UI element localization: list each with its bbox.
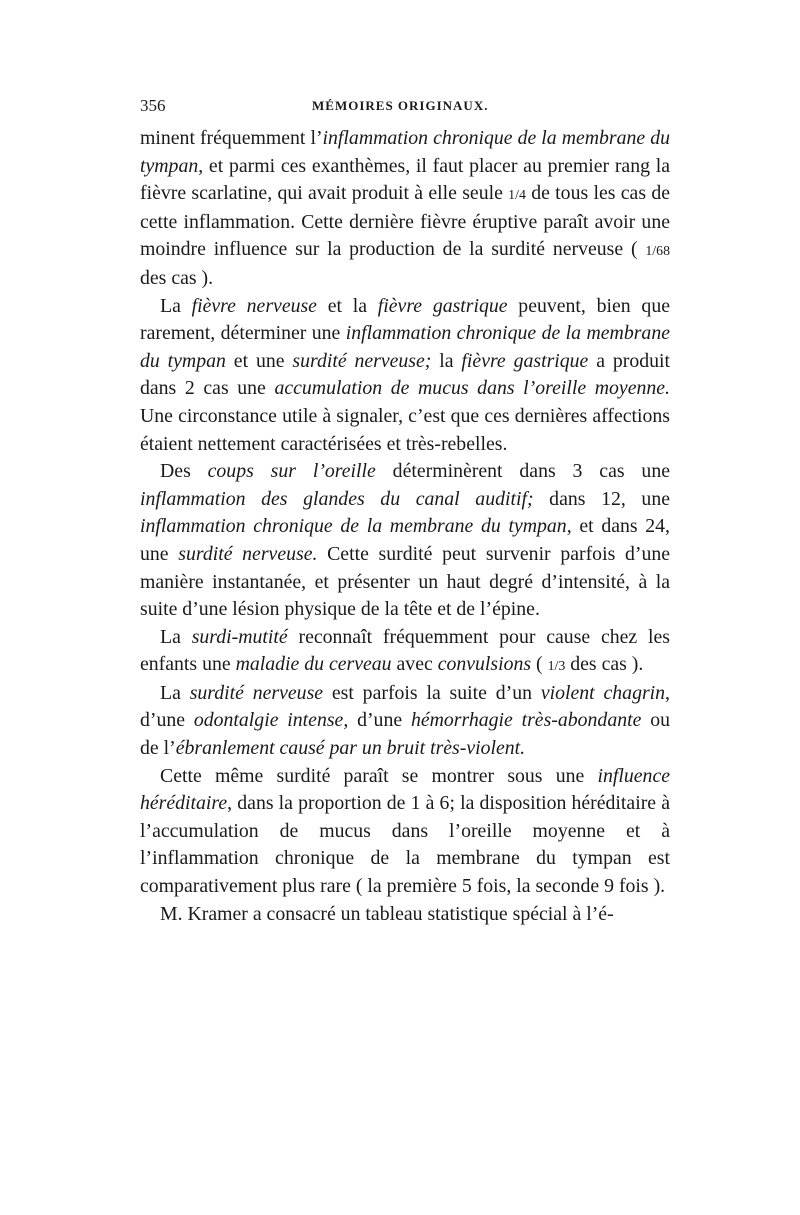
text-run: La: [160, 625, 192, 648]
text-run: La: [160, 681, 190, 704]
italic-run: surdité nerveuse;: [292, 349, 432, 372]
italic-run: fièvre gastrique: [461, 349, 589, 372]
italic-run: hémorrhagie très-abondante: [410, 709, 642, 732]
text-run: ou de l’: [140, 709, 670, 760]
italic-run: fièvre nerveuse: [191, 294, 317, 317]
paragraph-3: [140, 458, 670, 624]
text-run: et la: [316, 294, 378, 317]
page-number: 356: [140, 96, 166, 115]
text-run: la: [431, 349, 462, 372]
text-run: La: [160, 294, 192, 317]
text-run: Cette même surdité paraît se montrer sous une: [160, 764, 598, 787]
italic-run: convulsions: [437, 653, 532, 676]
paragraph-6: [140, 763, 670, 901]
text-run: et une: [225, 349, 293, 372]
page-header: [140, 96, 670, 122]
paragraph-4: [140, 624, 670, 680]
text-run: , d’une: [140, 681, 670, 732]
italic-run: maladie du cerveau: [235, 653, 392, 676]
text-run: dans 12, une: [533, 487, 670, 510]
italic-run: inflammation chronique de la membrane du tympan: [140, 127, 671, 177]
paragraph-1: [140, 125, 670, 293]
text-run: est parfois la suite d’un: [323, 681, 541, 704]
text-run: et dans 24, une: [140, 515, 670, 565]
italic-run: inflammation des glandes du canal auditif;: [140, 487, 534, 510]
text-run: d’une: [348, 709, 411, 732]
text-run: (: [531, 653, 548, 676]
text-run: a produit dans 2 cas une: [140, 349, 671, 400]
body-text: [140, 125, 670, 928]
text-run: avec: [391, 653, 438, 676]
running-title: MÉMOIRES ORIGINAUX.: [312, 98, 489, 113]
text-run: des cas ).: [140, 266, 214, 289]
italic-run: surdi-mutité: [191, 625, 288, 648]
italic-run: surdité nerveuse: [189, 681, 324, 704]
italic-run: ébranlement causé par un bruit très-violent.: [175, 737, 526, 760]
text-run: minent fréquemment l’: [140, 127, 323, 149]
text-run: déterminèrent dans 3 cas une: [375, 460, 670, 483]
italic-run: inflammation chronique de la membrane du tympan,: [140, 515, 572, 538]
text-run: , et parmi ces exanthèmes, il faut placer au premier rang la fièvre scarlatine, qui avait produit à elle seule: [140, 154, 670, 205]
italic-run: inflammation chronique de la membrane du tympan: [140, 322, 670, 372]
italic-run: accumulation de mucus dans l’oreille moyenne.: [274, 377, 671, 400]
paragraph-7: [140, 901, 670, 929]
italic-run: surdité nerveuse.: [178, 542, 318, 565]
fraction: 1/68: [645, 243, 670, 259]
italic-run: influence héréditaire: [140, 764, 670, 815]
fraction: 1/3: [547, 658, 566, 674]
book-page: [140, 96, 670, 928]
paragraph-2: [140, 293, 670, 459]
text-run: des cas ).: [565, 653, 644, 676]
italic-run: coups sur l’oreille: [207, 460, 376, 483]
text-run: M. Kramer a consacré un tableau statistique spécial à l’é-: [160, 902, 614, 925]
fraction: 1/4: [508, 187, 526, 203]
italic-run: odontalgie intense,: [193, 709, 349, 732]
text-run: de tous les cas de cette inflammation. Cette dernière fièvre éruptive paraît avoir une moindre influence sur la production de la surdité nerveuse (: [140, 182, 670, 261]
italic-run: violent chagrin: [540, 681, 666, 704]
text-run: Des: [160, 460, 208, 483]
text-run: , dans la proportion de 1 à 6; la disposition héréditaire à l’accumulation de mucus dans l’oreille moyenne et à l’inflammation chronique de la membrane du tympan est comparativement plus rare ( la première 5 fois, la seconde 9 fois ).: [140, 792, 670, 898]
paragraph-5: [140, 680, 670, 763]
text-run: Une circonstance utile à signaler, c’est que ces dernières affections étaient nettement caractérisées et très-rebelles.: [140, 404, 670, 455]
text-run: reconnaît fréquemment pour cause chez les enfants une: [140, 625, 671, 676]
text-run: Cette surdité peut survenir parfois d’une manière instantanée, et présenter un haut degré d’intensité, à la suite d’une lésion physique de la tête et de l’épine.: [140, 542, 670, 621]
italic-run: fièvre gastrique: [377, 294, 508, 317]
text-run: peuvent, bien que rarement, déterminer une: [140, 294, 670, 345]
